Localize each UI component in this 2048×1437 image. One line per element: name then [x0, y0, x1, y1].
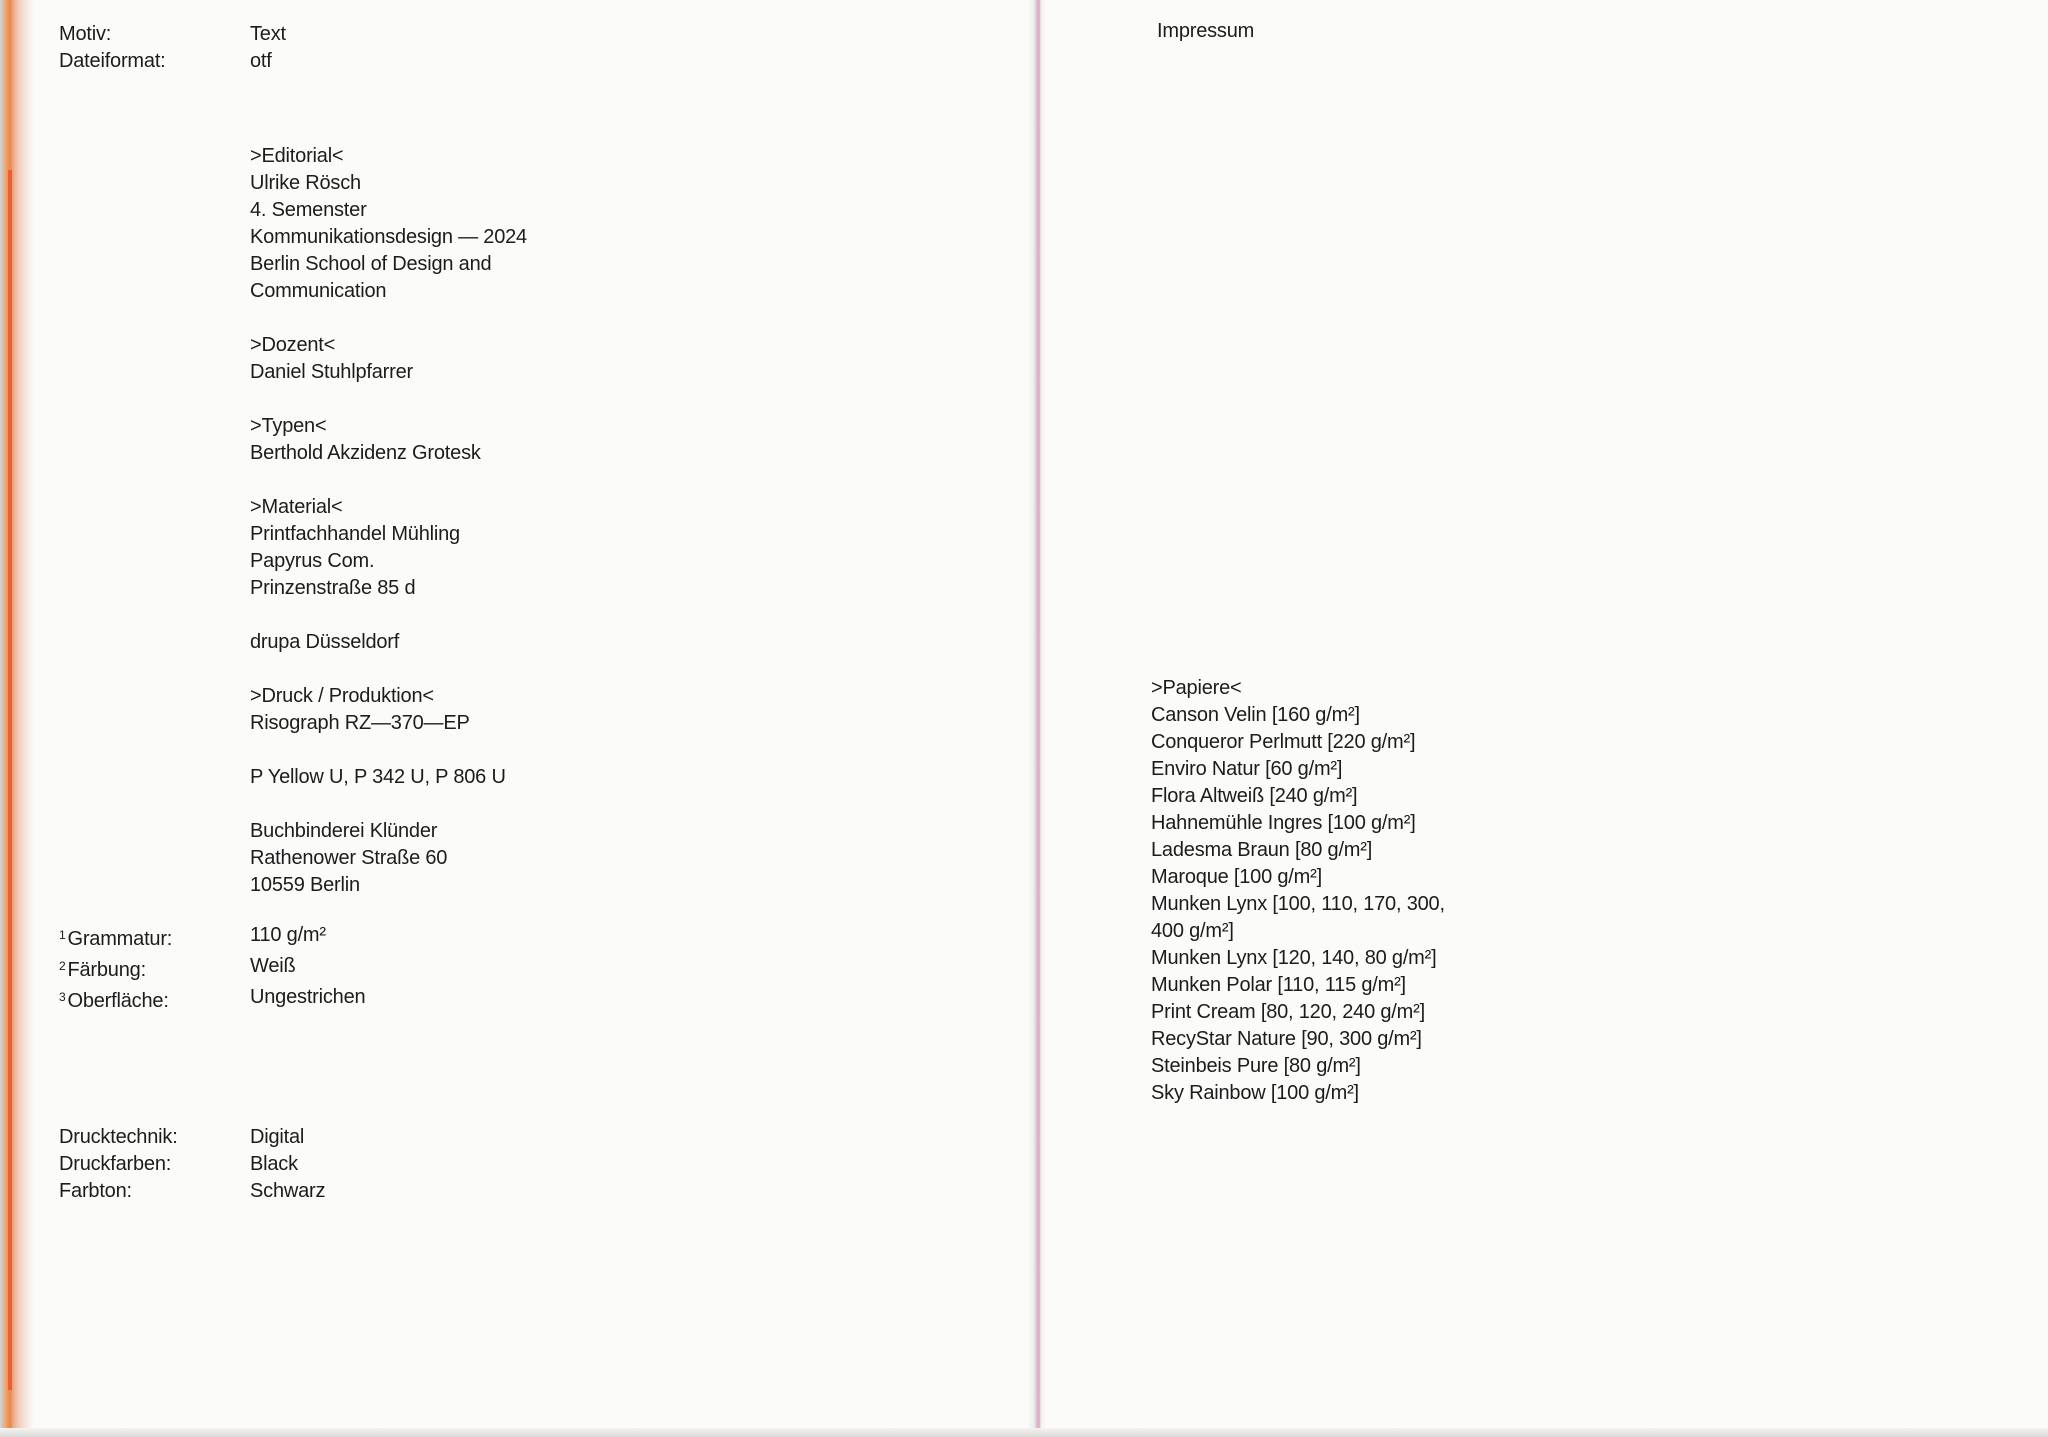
print-field-value: Schwarz: [250, 1180, 326, 1202]
paper-item: 400 g/m²]: [1151, 920, 1234, 942]
credit-line: 10559 Berlin: [250, 874, 360, 896]
print-field-row: [59, 1151, 325, 1178]
paper-field-label-text: Oberfläche:: [67, 990, 169, 1012]
field-row: [59, 48, 286, 75]
credit-line: >Typen<: [250, 415, 327, 437]
footnote-number: 3: [59, 990, 66, 1004]
papers-list: [1151, 675, 1445, 1107]
print-field-label: Drucktechnik:: [59, 1126, 178, 1148]
paper-field-label: [59, 922, 250, 953]
credit-line: >Druck / Produktion<: [250, 685, 434, 707]
print-properties: [59, 1124, 325, 1205]
credit-line: [250, 386, 527, 413]
credit-line: Buchbinderei Klünder: [250, 820, 438, 842]
footnote-number: 1: [59, 928, 66, 942]
print-field-row: [59, 1124, 325, 1151]
book-gutter: [1028, 0, 1046, 1437]
paper-item: Munken Lynx [120, 140, 80 g/m²]: [1151, 947, 1437, 969]
credit-line: [250, 305, 527, 332]
footnote-number: 2: [59, 959, 66, 973]
paper-item: Conqueror Perlmutt [220 g/m²]: [1151, 731, 1416, 753]
field-label: Motiv:: [59, 23, 112, 45]
field-value: Text: [250, 23, 286, 45]
paper-item: Flora Altweiß [240 g/m²]: [1151, 785, 1358, 807]
paper-field-value: 110 g/m²: [250, 924, 326, 946]
paper-field-label-text: Grammatur:: [67, 928, 173, 950]
credit-line: Papyrus Com.: [250, 550, 375, 572]
credit-line: [250, 791, 527, 818]
paper-item: Ladesma Braun [80 g/m²]: [1151, 839, 1373, 861]
paper-field-value: Weiß: [250, 955, 296, 977]
credit-line: Kommunikationsdesign — 2024: [250, 226, 527, 248]
credit-line: drupa Düsseldorf: [250, 631, 400, 653]
credit-line: [250, 656, 527, 683]
credit-line: Berlin School of Design and: [250, 253, 492, 275]
paper-item: Canson Velin [160 g/m²]: [1151, 704, 1360, 726]
print-field-value: Black: [250, 1153, 298, 1175]
left-page: [59, 21, 959, 1411]
page-bottom-shadow: [0, 1428, 2048, 1437]
field-row: [59, 21, 286, 48]
paper-item: Munken Polar [110, 115 g/m²]: [1151, 974, 1406, 996]
credit-line: Daniel Stuhlpfarrer: [250, 361, 413, 383]
field-value: otf: [250, 50, 272, 72]
papers-heading: >Papiere<: [1151, 677, 1242, 699]
paper-field-label: [59, 984, 250, 1015]
credit-line: Ulrike Rösch: [250, 172, 361, 194]
page-title: Impressum: [1157, 20, 1255, 42]
print-field-value: Digital: [250, 1126, 305, 1148]
paper-field-value: Ungestrichen: [250, 986, 366, 1008]
paper-item: Steinbeis Pure [80 g/m²]: [1151, 1055, 1361, 1077]
paper-item: Print Cream [80, 120, 240 g/m²]: [1151, 1001, 1425, 1023]
credit-line: Communication: [250, 280, 387, 302]
credit-line: [250, 737, 527, 764]
print-field-label: Druckfarben:: [59, 1153, 172, 1175]
credit-line: P Yellow U, P 342 U, P 806 U: [250, 766, 506, 788]
paper-item: Maroque [100 g/m²]: [1151, 866, 1322, 888]
right-page: [1151, 18, 2001, 1408]
credit-line: >Dozent<: [250, 334, 336, 356]
paper-properties: [59, 922, 365, 1015]
credit-line: [250, 467, 527, 494]
print-field-label: Farbton:: [59, 1180, 132, 1202]
credit-line: Berthold Akzidenz Grotesk: [250, 442, 481, 464]
credit-line: >Material<: [250, 496, 343, 518]
credit-line: Rathenower Straße 60: [250, 847, 448, 869]
paper-item: Hahnemühle Ingres [100 g/m²]: [1151, 812, 1416, 834]
credit-line: 4. Semenster: [250, 199, 367, 221]
paper-field-row: [59, 984, 365, 1015]
field-label: Dateiformat:: [59, 50, 166, 72]
paper-field-row: [59, 922, 365, 953]
credit-line: Risograph RZ—370—EP: [250, 712, 470, 734]
paper-field-row: [59, 953, 365, 984]
edge-stripe: [8, 170, 12, 1390]
credit-line: [250, 602, 527, 629]
credit-line: Printfachhandel Mühling: [250, 523, 460, 545]
paper-item: RecyStar Nature [90, 300 g/m²]: [1151, 1028, 1422, 1050]
paper-field-label-text: Färbung:: [67, 959, 146, 981]
credit-line: Prinzenstraße 85 d: [250, 577, 416, 599]
paper-field-label: [59, 953, 250, 984]
paper-item: Enviro Natur [60 g/m²]: [1151, 758, 1343, 780]
paper-item: Sky Rainbow [100 g/m²]: [1151, 1082, 1359, 1104]
credits-block: [250, 143, 527, 899]
paper-item: Munken Lynx [100, 110, 170, 300,: [1151, 893, 1445, 915]
credit-line: >Editorial<: [250, 145, 344, 167]
top-fields: [59, 21, 286, 75]
print-field-row: [59, 1178, 325, 1205]
book-edge-left: [0, 0, 34, 1437]
